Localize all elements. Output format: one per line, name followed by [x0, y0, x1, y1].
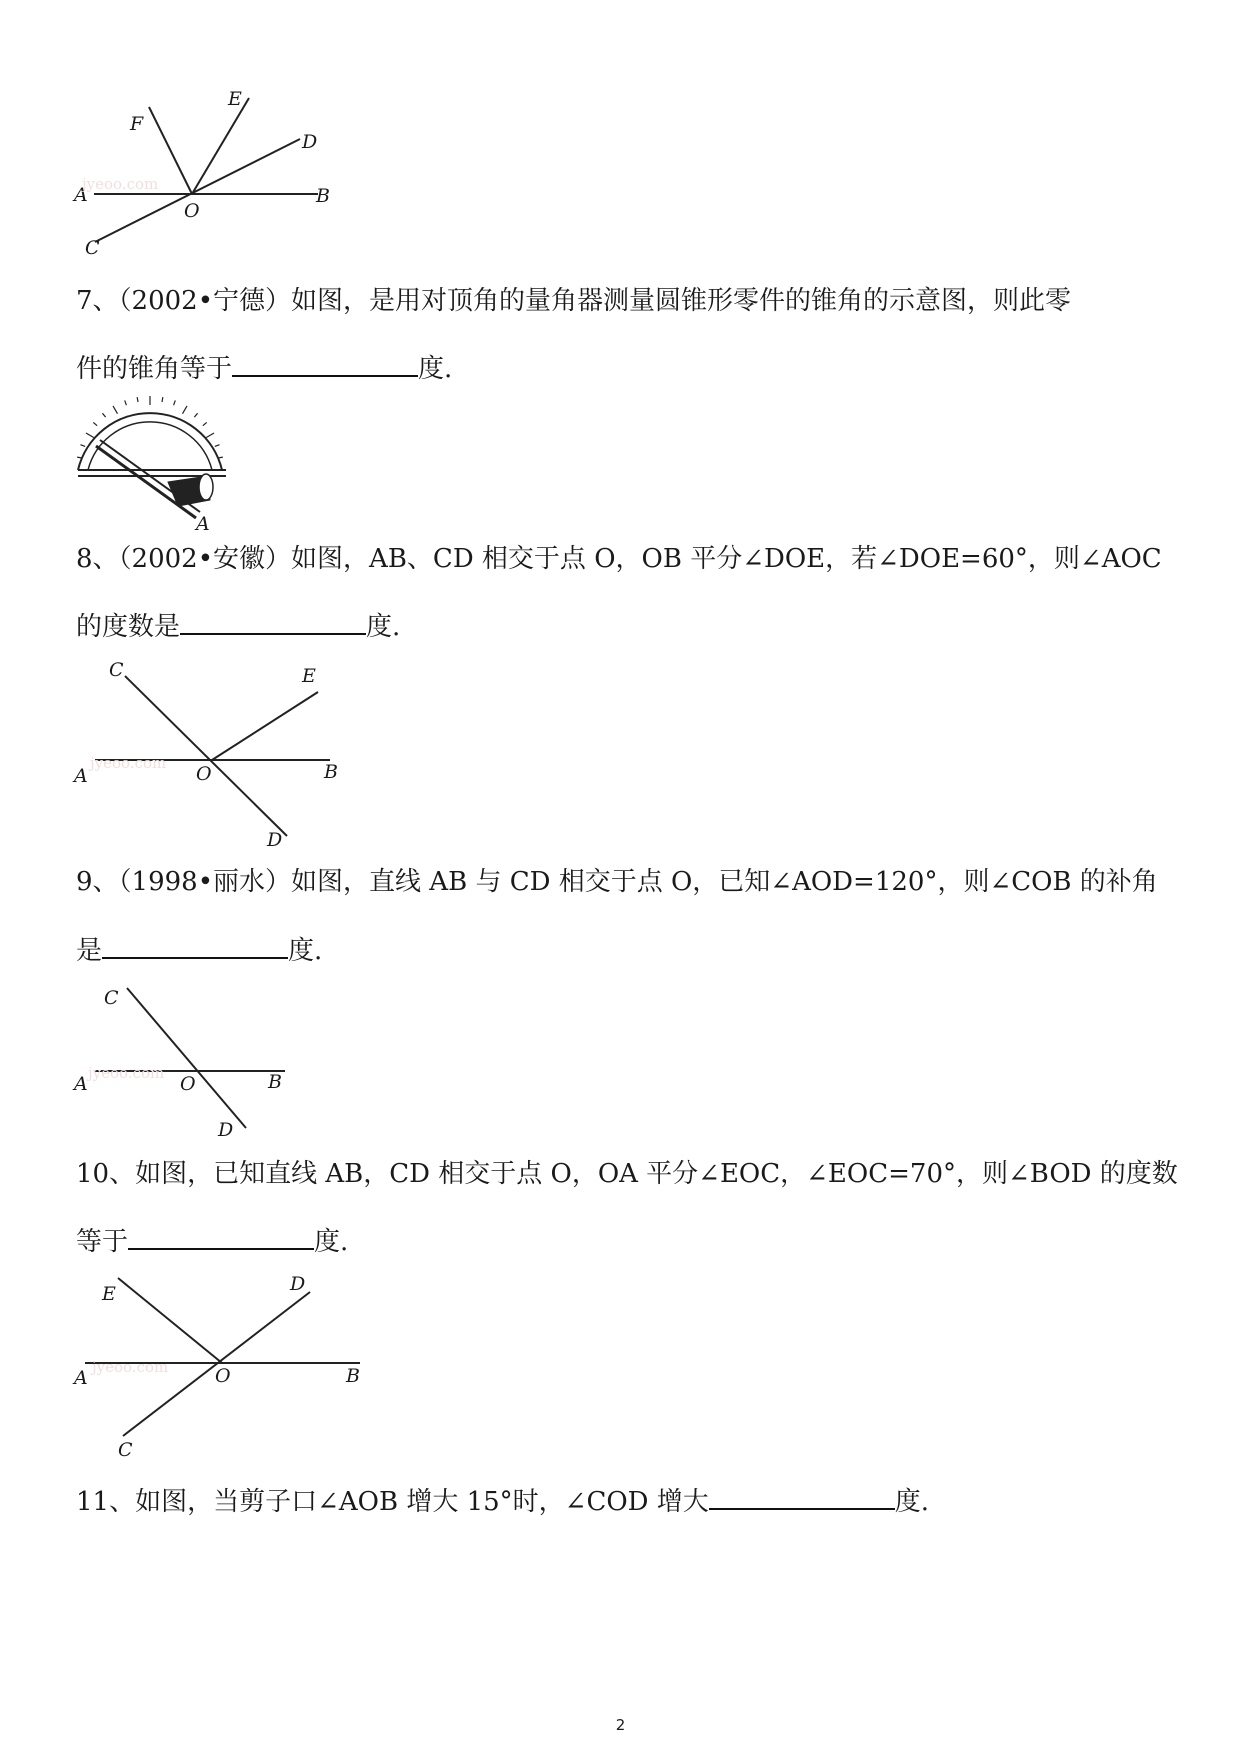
question-11-suffix: 度. — [894, 1487, 930, 1517]
label-a-10: A — [74, 1367, 88, 1389]
label-b-9: B — [268, 1071, 282, 1093]
question-9-line-1: 9、（1998•丽水）如图，直线 AB 与 CD 相交于点 O，已知∠AOD=120°，则∠COB 的补角 — [76, 867, 1158, 897]
label-d-10: D — [290, 1273, 306, 1295]
question-10-prefix: 等于 — [76, 1227, 129, 1257]
figure-protractor — [77, 396, 226, 535]
watermark-10: jyeoo.com — [92, 1358, 169, 1376]
protractor-tick — [102, 413, 105, 417]
answer-blank-9[interactable] — [102, 933, 288, 959]
label-b: B — [316, 185, 330, 207]
label-d: D — [302, 131, 318, 153]
question-9-suffix: 度. — [288, 936, 323, 966]
protractor-tick — [162, 397, 163, 402]
label-e: E — [228, 88, 242, 110]
label-c-10: C — [118, 1439, 133, 1461]
watermark: jyeoo.com — [82, 175, 159, 193]
protractor-tick — [194, 413, 197, 417]
protractor-tick — [137, 397, 138, 402]
protractor-tick — [206, 433, 214, 438]
protractor-tick — [93, 422, 97, 425]
label-c-9: C — [104, 987, 119, 1009]
label-o: O — [184, 200, 200, 222]
question-7-line-2 — [76, 351, 452, 384]
ray-oe-8 — [212, 692, 318, 760]
question-7-prefix: 件的锥角等于 — [76, 354, 233, 384]
protractor-tick — [215, 445, 220, 447]
protractor-tick — [86, 433, 94, 438]
watermark-8: jyeoo.com — [90, 754, 167, 772]
label-d-8: D — [267, 829, 283, 851]
label-c-8: C — [109, 659, 124, 681]
label-a: A — [74, 184, 88, 206]
protractor-tick — [183, 406, 188, 414]
line-cd-9 — [127, 988, 246, 1128]
protractor-tick — [125, 400, 127, 405]
label-o-9: O — [180, 1073, 196, 1095]
question-10-line-2 — [76, 1224, 348, 1257]
label-a-9: A — [74, 1073, 88, 1095]
question-11-line-1 — [76, 1484, 929, 1517]
protractor-tick — [77, 457, 82, 458]
watermark-9: jyeoo.com — [88, 1064, 165, 1082]
label-e-10: E — [102, 1283, 116, 1305]
label-d-9: D — [218, 1119, 234, 1141]
label-b-8: B — [324, 761, 338, 783]
page-number: 2 — [615, 1716, 626, 1734]
answer-blank-11[interactable] — [709, 1484, 895, 1510]
question-10-suffix: 度. — [314, 1227, 349, 1257]
question-11-prefix: 11、如图，当剪子口∠AOB 增大 15°时，∠COD 增大 — [76, 1487, 709, 1517]
label-a-protractor: A — [196, 513, 210, 535]
question-8-line-2 — [76, 609, 400, 642]
question-7-suffix: 度. — [418, 354, 453, 384]
question-10-line-1: 10、如图，已知直线 AB，CD 相交于点 O，OA 平分∠EOC，∠EOC=70°，则∠BOD 的度数 — [76, 1159, 1178, 1189]
label-f: F — [130, 113, 144, 135]
figure-q8 — [72, 659, 338, 851]
answer-blank-8[interactable] — [180, 609, 366, 635]
label-b-10: B — [346, 1365, 360, 1387]
question-8-suffix: 度. — [366, 612, 401, 642]
figure-top — [72, 88, 330, 259]
label-a-8: A — [74, 765, 88, 787]
protractor-tick — [218, 457, 223, 458]
protractor-tick — [174, 400, 176, 405]
answer-blank-10[interactable] — [128, 1224, 314, 1250]
question-7-line-1: 7、（2002•宁德）如图，是用对顶角的量角器测量圆锥形零件的锥角的示意图，则此零 — [76, 286, 1072, 316]
question-9-line-2 — [76, 933, 322, 966]
figure-q10 — [72, 1273, 360, 1461]
figure-q9 — [72, 987, 285, 1141]
question-8-line-1: 8、（2002•安徽）如图，AB、CD 相交于点 O，OB 平分∠DOE，若∠DOE=60°，则∠AOC — [76, 544, 1162, 574]
protractor-tick — [80, 445, 85, 447]
protractor-tick — [113, 406, 118, 414]
question-9-prefix: 是 — [76, 936, 103, 966]
label-o-10: O — [215, 1365, 231, 1387]
protractor-tick — [203, 422, 207, 425]
cone-base — [199, 474, 213, 500]
label-o-8: O — [196, 763, 212, 785]
label-e-8: E — [302, 665, 316, 687]
answer-blank-7[interactable] — [232, 351, 418, 377]
question-8-prefix: 的度数是 — [76, 612, 181, 642]
ray-oe-10 — [118, 1278, 222, 1363]
label-c: C — [85, 237, 100, 259]
